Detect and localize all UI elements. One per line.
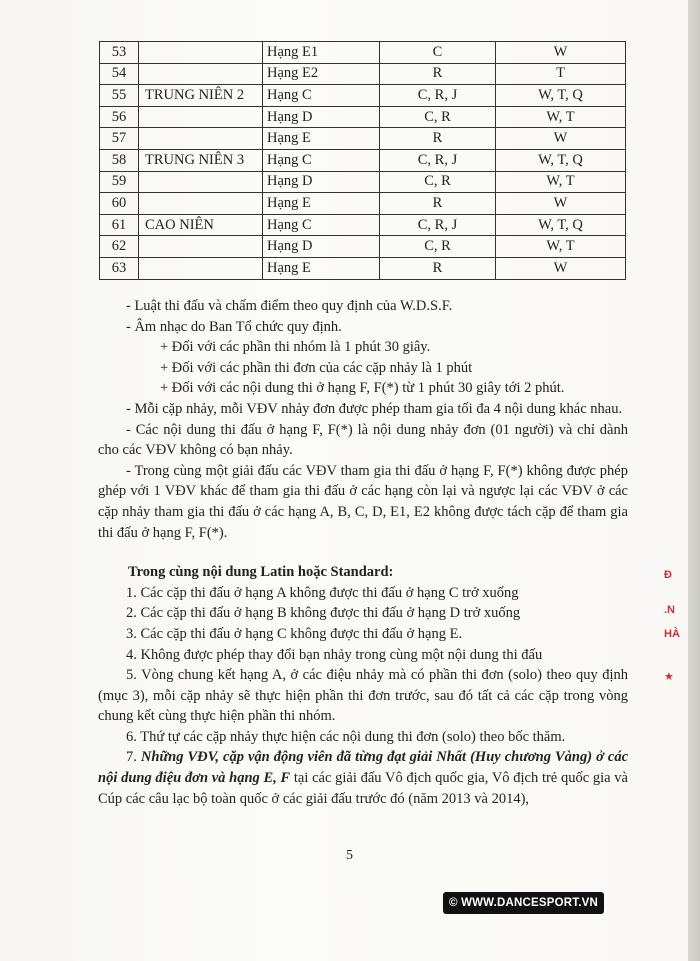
table-row <box>100 149 626 171</box>
latin-dances-cell: C, R, J <box>380 149 496 171</box>
class-level-cell: Hạng E <box>263 128 380 150</box>
table-row <box>100 214 626 236</box>
section-item-1: 1. Các cặp thi đấu ở hạng A không được thi đấu ở hạng C trở xuống <box>126 584 519 601</box>
latin-dances-cell: C, R, J <box>380 85 496 107</box>
class-level-cell: Hạng D <box>263 171 380 193</box>
rule-f-class-pairing: - Trong cùng một giải đấu các VĐV tham gia thi đấu ở hạng F, F(*) không được phép ghép với 1 VĐV khác để tham gia thi đấu ở các hạng còn lại và ngược lại các VĐV ở các cặp nhảy tham gia thi đấu ở các hạng A, B, C, D, E1, E2 không được tách cặp để tham gia thi đấu ở hạng F, F(*). <box>98 462 628 541</box>
age-group-cell: TRUNG NIÊN 2 <box>139 85 263 107</box>
rule-music-group: + Đối với các phần thi nhóm là 1 phút 30 giây. <box>160 339 431 356</box>
latin-dances-cell: R <box>380 63 496 85</box>
age-group-cell <box>139 257 263 279</box>
standard-dances-cell: W <box>496 257 626 279</box>
standard-dances-cell: T <box>496 63 626 85</box>
latin-dances-cell: C, R, J <box>380 214 496 236</box>
class-level-cell: Hạng E1 <box>263 42 380 64</box>
section-item-7 <box>98 747 628 809</box>
rule-scoring: - Luật thi đấu và chấm điểm theo quy định của W.D.S.F. <box>126 298 453 314</box>
stamp-fragment-3: HÀ <box>664 628 680 640</box>
age-group-cell <box>139 128 263 150</box>
age-group-cell: TRUNG NIÊN 3 <box>139 149 263 171</box>
regulations-text <box>98 296 628 809</box>
age-group-cell <box>139 193 263 215</box>
class-level-cell: Hạng E2 <box>263 63 380 85</box>
age-group-cell <box>139 236 263 258</box>
table-row <box>100 128 626 150</box>
latin-dances-cell: R <box>380 128 496 150</box>
row-number-cell: 63 <box>100 257 139 279</box>
competition-classes-table <box>99 41 626 280</box>
table-row <box>100 236 626 258</box>
class-level-cell: Hạng D <box>263 236 380 258</box>
row-number-cell: 61 <box>100 214 139 236</box>
row-number-cell: 53 <box>100 42 139 64</box>
stamp-star-icon: ★ <box>664 671 674 683</box>
site-watermark: © WWW.DANCESPORT.VN <box>443 892 604 914</box>
rule-max-entries: - Mỗi cặp nhảy, mỗi VĐV nhảy đơn được phép tham gia tối đa 4 nội dung khác nhau. <box>126 400 623 417</box>
age-group-cell: CAO NIÊN <box>139 214 263 236</box>
class-level-cell: Hạng C <box>263 85 380 107</box>
item-7-emphasis: Những VĐV, cặp vận động viên đã từng đạt giải Nhất (Huy chương Vàng) ở các nội dung điệu đơn và hạng E, F <box>98 749 629 787</box>
standard-dances-cell: W, T, Q <box>496 214 626 236</box>
item-7-number: 7. <box>126 749 141 766</box>
standard-dances-cell: W, T <box>496 236 626 258</box>
section-item-4: 4. Không được phép thay đổi bạn nhảy trong cùng một nội dung thi đấu <box>126 646 543 663</box>
table-row <box>100 42 626 64</box>
row-number-cell: 56 <box>100 106 139 128</box>
latin-dances-cell: R <box>380 257 496 279</box>
age-group-cell <box>139 42 263 64</box>
table-row <box>100 85 626 107</box>
page-number: 5 <box>346 848 353 863</box>
latin-dances-cell: R <box>380 193 496 215</box>
row-number-cell: 58 <box>100 149 139 171</box>
table-row <box>100 193 626 215</box>
latin-dances-cell: C, R <box>380 106 496 128</box>
class-level-cell: Hạng E <box>263 257 380 279</box>
table-row <box>100 63 626 85</box>
section-item-5: 5. Vòng chung kết hạng A, ở các điệu nhảy mà có phần thi đơn (solo) theo quy định (mục 3), mỗi cặp nhảy sẽ thực hiện phần thi đơn trước, sau đó tất cả các cặp trong vòng chung kết cùng thực hiện phần thi nhóm. <box>98 667 628 725</box>
row-number-cell: 57 <box>100 128 139 150</box>
latin-dances-cell: C, R <box>380 171 496 193</box>
row-number-cell: 62 <box>100 236 139 258</box>
standard-dances-cell: W, T, Q <box>496 85 626 107</box>
row-number-cell: 59 <box>100 171 139 193</box>
latin-dances-cell: C, R <box>380 236 496 258</box>
rule-music-f-class: + Đối với các nội dung thi ở hạng F, F(*) từ 1 phút 30 giây tới 2 phút. <box>160 380 565 397</box>
standard-dances-cell: W, T <box>496 171 626 193</box>
row-number-cell: 60 <box>100 193 139 215</box>
stamp-fragment-2: .N <box>664 604 675 616</box>
rule-music-solo: + Đối với các phần thi đơn của các cặp nhảy là 1 phút <box>160 359 473 376</box>
item-7-text: tại các giải đấu Vô địch quốc gia, Vô địch trẻ quốc gia và Cúp các câu lạc bộ toàn quốc ở các giải đấu trước đó (năm 2013 và 2014), <box>98 770 628 807</box>
page-edge <box>688 0 700 961</box>
age-group-cell <box>139 63 263 85</box>
table-row <box>100 171 626 193</box>
class-level-cell: Hạng E <box>263 193 380 215</box>
class-level-cell: Hạng D <box>263 106 380 128</box>
section-heading: Trong cùng nội dung Latin hoặc Standard: <box>128 564 394 581</box>
table-row <box>100 106 626 128</box>
row-number-cell: 55 <box>100 85 139 107</box>
section-item-6: 6. Thứ tự các cặp nhảy thực hiện các nội dung thi đơn (solo) theo bốc thăm. <box>126 728 566 745</box>
row-number-cell: 54 <box>100 63 139 85</box>
rule-music: - Âm nhạc do Ban Tổ chức quy định. <box>126 318 342 335</box>
section-item-2: 2. Các cặp thi đấu ở hạng B không được thi đấu ở hạng D trở xuống <box>126 605 521 622</box>
class-level-cell: Hạng C <box>263 214 380 236</box>
age-group-cell <box>139 106 263 128</box>
stamp-fragment-1: Đ <box>664 569 672 581</box>
section-item-3: 3. Các cặp thi đấu ở hạng C không được thi đấu ở hạng E. <box>126 625 463 642</box>
standard-dances-cell: W <box>496 42 626 64</box>
standard-dances-cell: W, T <box>496 106 626 128</box>
standard-dances-cell: W <box>496 193 626 215</box>
standard-dances-cell: W, T, Q <box>496 149 626 171</box>
latin-dances-cell: C <box>380 42 496 64</box>
table-row <box>100 257 626 279</box>
standard-dances-cell: W <box>496 128 626 150</box>
class-level-cell: Hạng C <box>263 149 380 171</box>
age-group-cell <box>139 171 263 193</box>
rule-f-class-solo: - Các nội dung thi đấu ở hạng F, F(*) là nội dung nhảy đơn (01 người) và chỉ dành cho các VĐV không có bạn nhảy. <box>98 421 628 459</box>
